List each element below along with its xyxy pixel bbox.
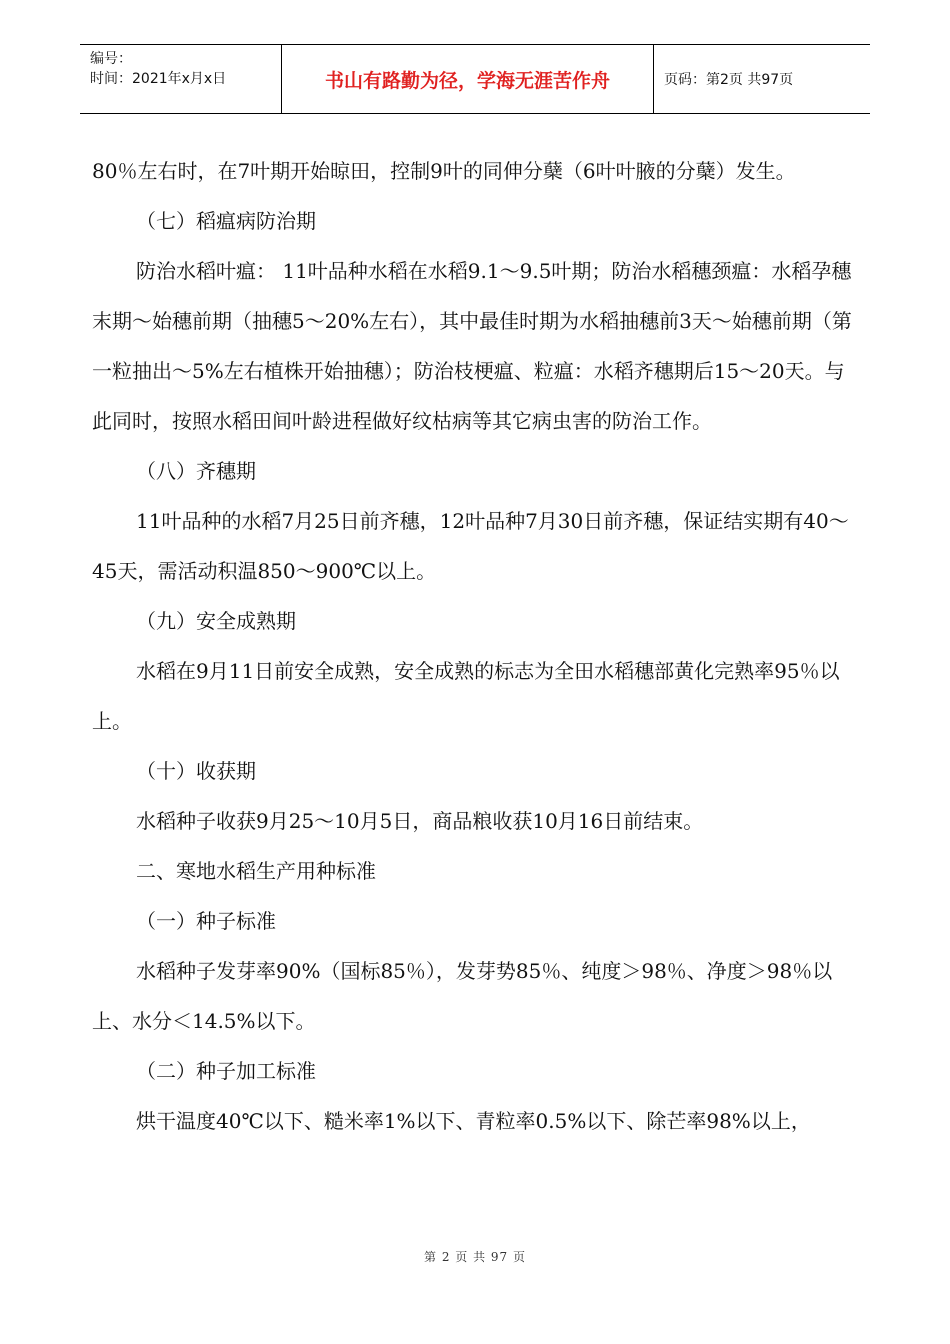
header-page-info: 页码：第2页 共97页 [664,72,794,88]
header-motto: 书山有路勤为径，学海无涯苦作舟 [282,45,654,113]
section-heading: （一）种子标准 [136,909,276,933]
page-header [80,44,870,114]
chapter-heading: 二、寒地水稻生产用种标准 [136,859,376,883]
page-footer: 第 2 页 共 97 页 [424,1250,526,1264]
header-meta [80,45,282,113]
document-number-label: 编号： [90,51,132,67]
document-time-label: 时间：2021年x月x日 [90,71,227,87]
section-heading: （十）收获期 [136,759,256,783]
section-heading: （七）稻瘟病防治期 [136,209,316,233]
paragraph: 水稻在9月11日前安全成熟，安全成熟的标志为全田水稻穗部黄化完熟率95％以上。 [92,659,840,733]
section-heading: （八）齐穗期 [136,459,256,483]
paragraph: 水稻种子收获9月25～10月5日，商品粮收获10月16日前结束。 [136,809,704,833]
document-body [92,146,862,1146]
paragraph: 11叶品种的水稻7月25日前齐穗，12叶品种7月30日前齐穗，保证结实期有40～45天，需活动积温850～900℃以上。 [92,509,849,583]
paragraph: 防治水稻叶瘟： 11叶品种水稻在水稻9.1～9.5叶期；防治水稻穗颈瘟：水稻孕穗末期～始穗前期（抽穗5～20%左右），其中最佳时期为水稻抽穗前3天～始穗前期（第一粒抽出～5%左右植株开始抽穗）；防治枝梗瘟、粒瘟：水稻齐穗期后15～20天。与此同时，按照水稻田间叶龄进程做好纹枯病等其它病虫害的防治工作。 [92,259,852,433]
section-heading: （二）种子加工标准 [136,1059,316,1083]
paragraph: 80％左右时，在7叶期开始晾田，控制9叶的同伸分蘖（6叶叶腋的分蘖）发生。 [92,159,796,183]
section-heading: （九）安全成熟期 [136,609,296,633]
paragraph: 水稻种子发芽率90%（国标85％），发芽势85％、纯度＞98％、净度＞98％以上、水分＜14.5%以下。 [92,959,833,1033]
paragraph: 烘干温度40℃以下、糙米率1%以下、青粒率0.5%以下、除芒率98%以上， [136,1109,811,1133]
